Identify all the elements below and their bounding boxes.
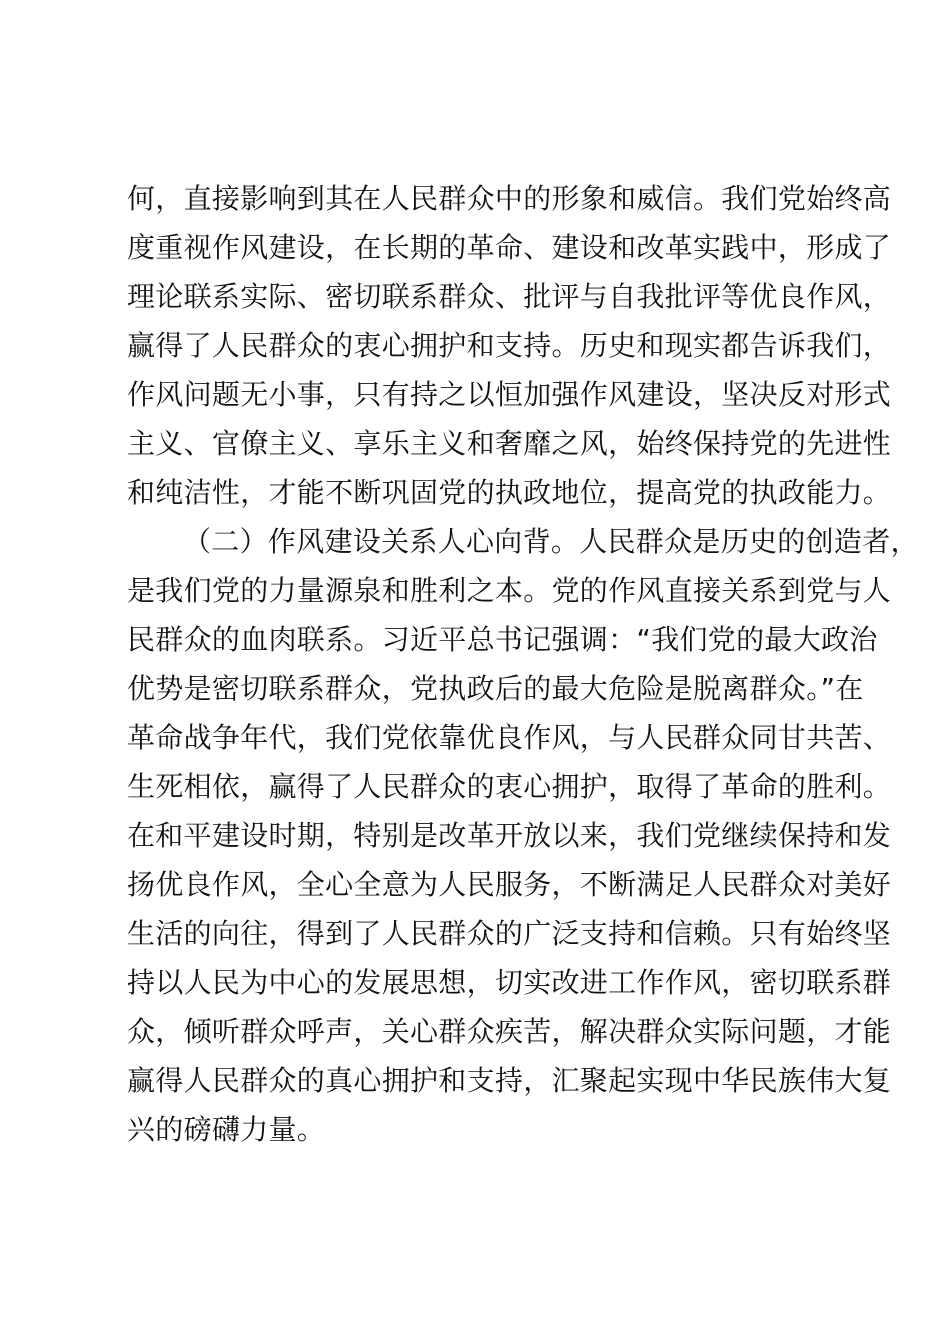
text-line: 赢得了人民群众的衷心拥护和支持。历史和现实都告诉我们， xyxy=(127,329,892,362)
text-line: 主义、官僚主义、享乐主义和奢靡之风，始终保持党的先进性 xyxy=(127,427,892,460)
text-line: 众，倾听群众呼声，关心群众疾苦，解决群众实际问题，才能 xyxy=(127,1015,892,1048)
text-line: 何，直接影响到其在人民群众中的形象和威信。我们党始终高 xyxy=(127,182,892,215)
text-line: 革命战争年代，我们党依靠优良作风，与人民群众同甘共苦、 xyxy=(127,721,892,754)
text-line: 赢得人民群众的真心拥护和支持，汇聚起实现中华民族伟大复 xyxy=(127,1064,892,1097)
text-line: 优势是密切联系群众，党执政后的最大危险是脱离群众。”在 xyxy=(127,672,864,705)
text-line: 和纯洁性，才能不断巩固党的执政地位，提高党的执政能力。 xyxy=(127,476,892,509)
text-line: 持以人民为中心的发展思想，切实改进工作作风，密切联系群 xyxy=(127,966,892,999)
text-line: 理论联系实际、密切联系群众、批评与自我批评等优良作风， xyxy=(127,280,892,313)
text-line: 民群众的血肉联系。习近平总书记强调：“我们党的最大政治 xyxy=(127,623,878,656)
text-line: 作风问题无小事，只有持之以恒加强作风建设，坚决反对形式 xyxy=(127,378,892,411)
text-line: 度重视作风建设，在长期的革命、建设和改革实践中，形成了 xyxy=(127,231,892,264)
text-line: 生死相依，赢得了人民群众的衷心拥护，取得了革命的胜利。 xyxy=(127,770,892,803)
section-heading-line: （二）作风建设关系人心向背。人民群众是历史的创造者， xyxy=(183,525,919,558)
text-line: 在和平建设时期，特别是改革开放以来，我们党继续保持和发 xyxy=(127,819,892,852)
text-line: 生活的向往，得到了人民群众的广泛支持和信赖。只有始终坚 xyxy=(127,917,892,950)
text-line: 扬优良作风，全心全意为人民服务，不断满足人民群众对美好 xyxy=(127,868,892,901)
text-line: 是我们党的力量源泉和胜利之本。党的作风直接关系到党与人 xyxy=(127,574,892,607)
text-line: 兴的磅礴力量。 xyxy=(127,1113,326,1146)
